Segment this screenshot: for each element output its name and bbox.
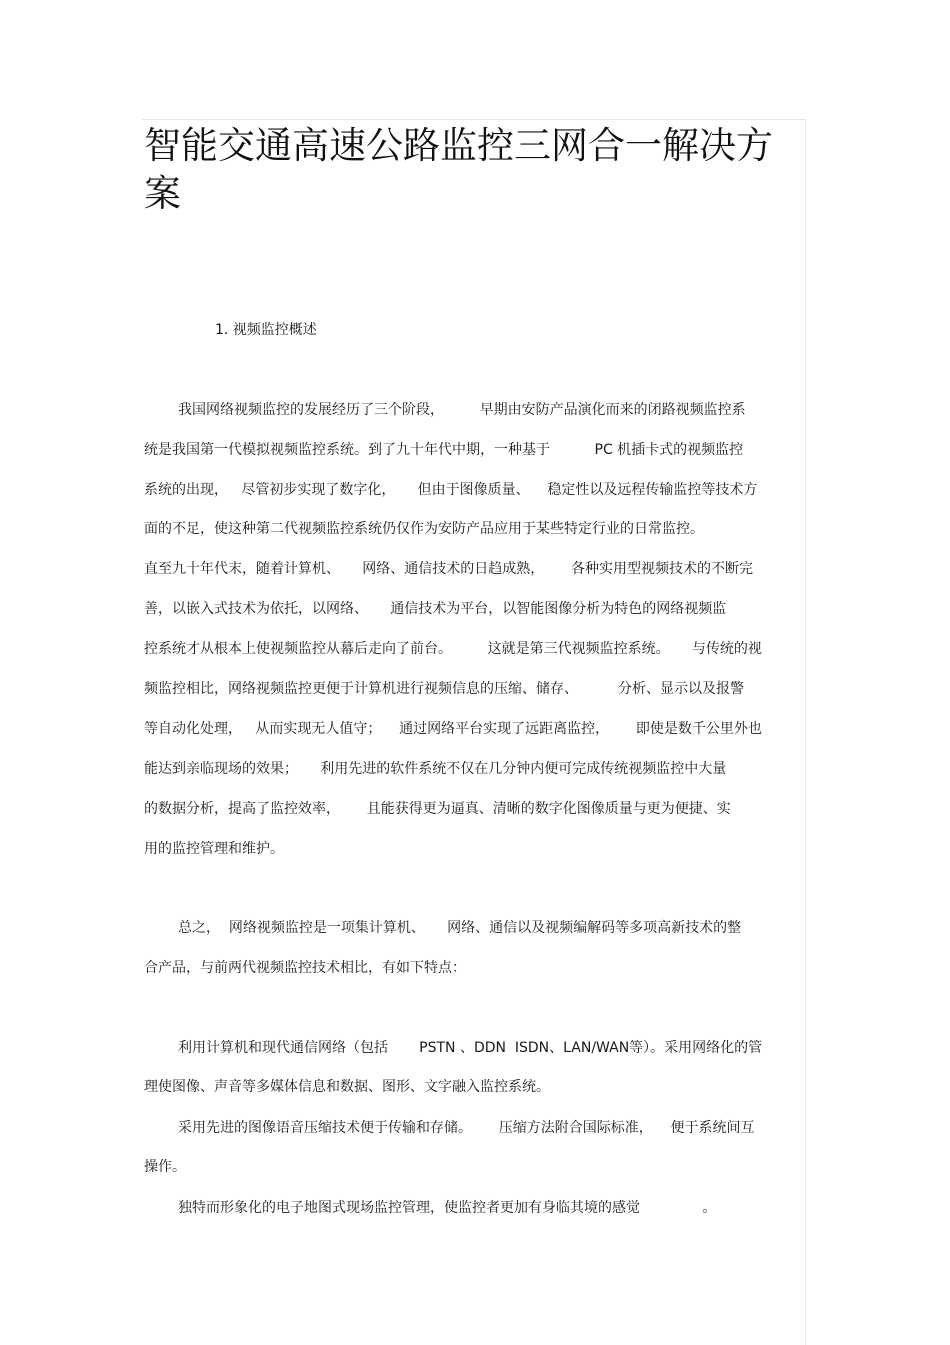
paragraph-line: 系统的出现， 尽管初步实现了数字化， 但由于图像质量、 稳定性以及远程传输监控等技术方 bbox=[144, 482, 758, 498]
feature-line: 操作。 bbox=[144, 1159, 186, 1175]
paragraph-line: 面的不足，使这种第二代视频监控系统仍仅作为安防产品应用于某些特定行业的日常监控。 bbox=[144, 521, 704, 537]
paragraph-line: 合产品，与前两代视频监控技术相比，有如下特点： bbox=[144, 960, 466, 976]
section-heading: 1. 视频监控概述 bbox=[215, 322, 317, 338]
feature-line: 利用计算机和现代通信网络（包括 PSTN 、DDN ISDN、LAN/WAN等）。采用网络化的管 bbox=[178, 1040, 763, 1056]
paragraph-line: 的数据分析，提高了监控效率， 且能获得更为逼真、清晰的数字化图像质量与更为便捷、实 bbox=[144, 801, 731, 817]
feature-line: 理使图像、声音等多媒体信息和数据、图形、文字融入监控系统。 bbox=[144, 1079, 550, 1095]
feature-line: 采用先进的图像语音压缩技术便于传输和存储。 压缩方法附合国际标准， 便于系统间互 bbox=[178, 1120, 755, 1136]
paragraph-line: 频监控相比，网络视频监控更便于计算机进行视频信息的压缩、储存、 分析、显示以及报警 bbox=[144, 681, 745, 697]
paragraph-line: 总之， 网络视频监控是一项集计算机、 网络、通信以及视频编解码等多项高新技术的整 bbox=[178, 920, 742, 936]
paragraph-line: 善，以嵌入式技术为依托，以网络、 通信技术为平台，以智能图像分析为特色的网络视频监 bbox=[144, 601, 727, 617]
feature-line: 独特而形象化的电子地图式现场监控管理，使监控者更加有身临其境的感觉 。 bbox=[178, 1200, 717, 1216]
paragraph-line: 用的监控管理和维护。 bbox=[144, 841, 284, 857]
paragraph-line: 直至九十年代末，随着计算机、 网络、通信技术的日趋成熟， 各种实用型视频技术的不断完 bbox=[144, 561, 753, 577]
paragraph-line: 控系统才从根本上使视频监控从幕后走向了前台。 这就是第三代视频监控系统。 与传统的视 bbox=[144, 641, 762, 657]
paragraph-line: 等自动化处理， 从而实现无人值守； 通过网络平台实现了远距离监控， 即使是数千公里外也 bbox=[144, 721, 762, 737]
paragraph-line: 统是我国第一代模拟视频监控系统。到了九十年代中期，一种基于 PC 机插卡式的视频监控 bbox=[144, 442, 744, 458]
paragraph-line: 我国网络视频监控的发展经历了三个阶段， 早期由安防产品演化而来的闭路视频监控系 bbox=[178, 402, 746, 418]
document-title: 智能交通高速公路监控三网合一解决方案 bbox=[144, 124, 773, 215]
paragraph-line: 能达到亲临现场的效果； 利用先进的软件系统不仅在几分钟内便可完成传统视频监控中大量 bbox=[144, 761, 727, 777]
